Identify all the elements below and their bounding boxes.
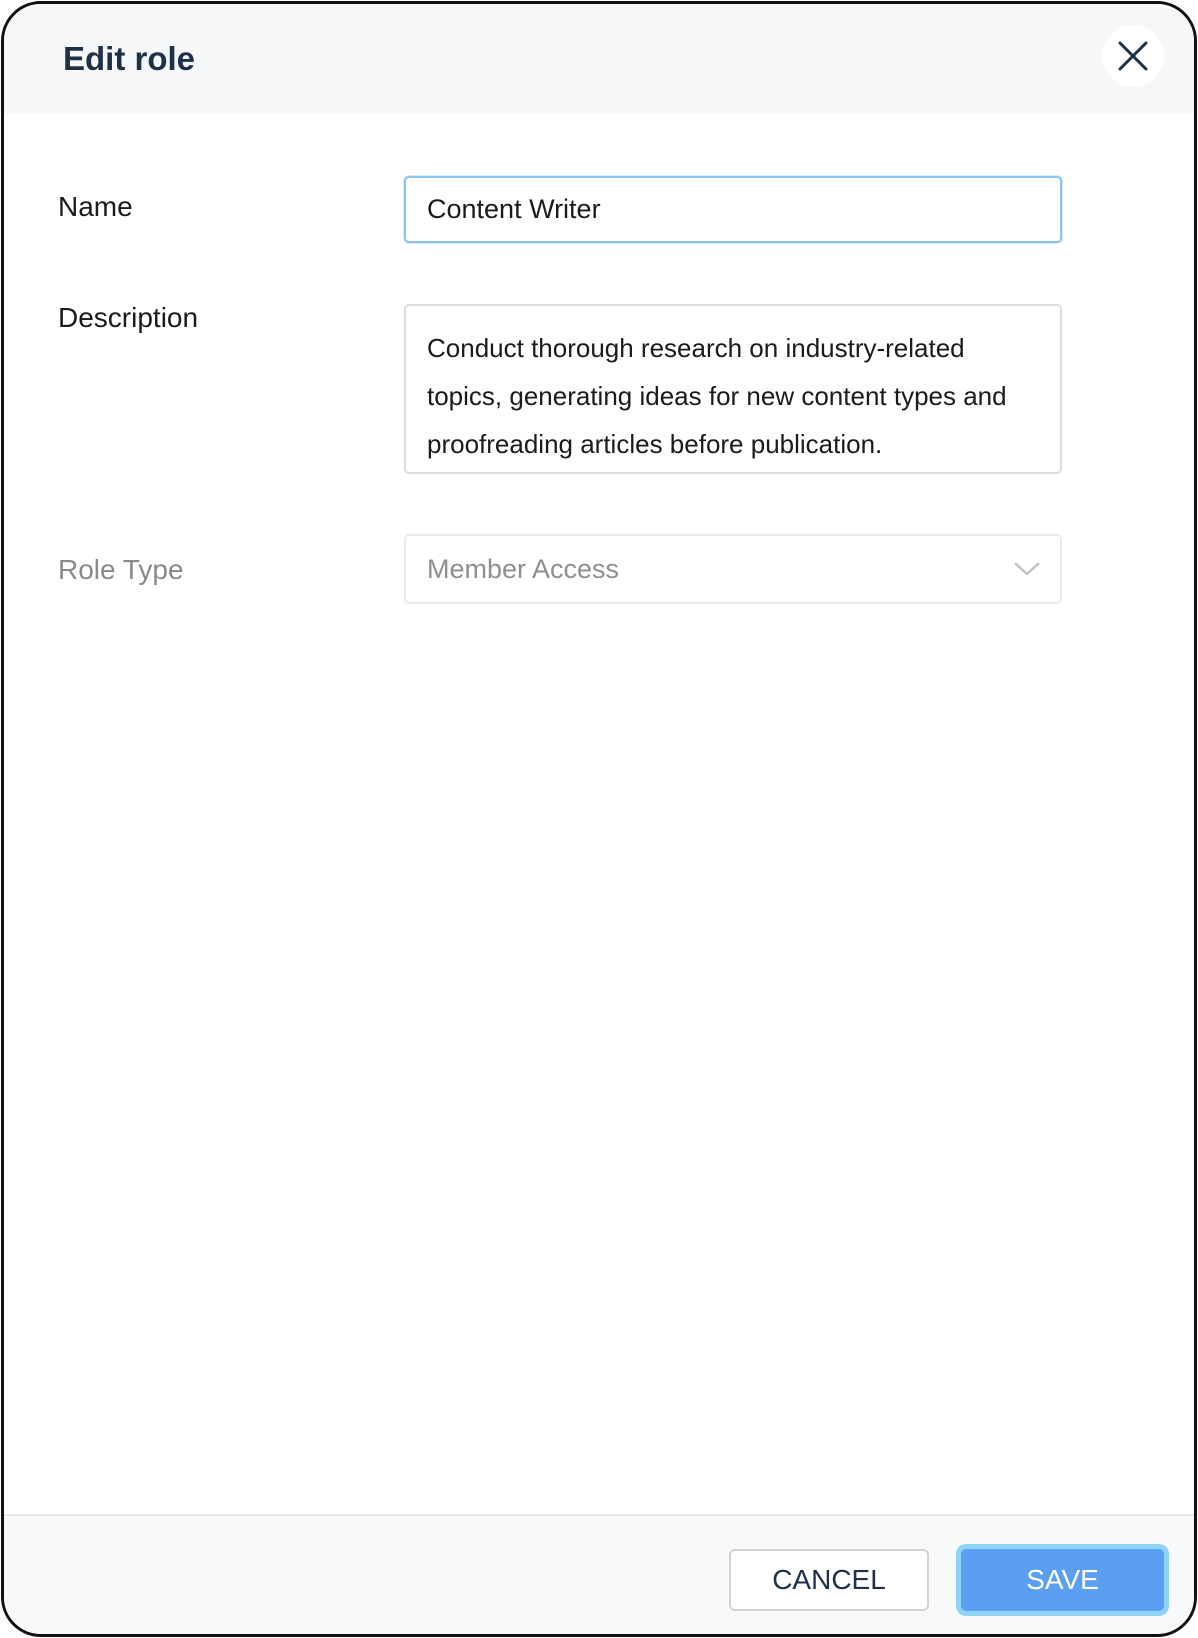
- dialog-title: Edit role: [63, 40, 196, 77]
- name-input[interactable]: [404, 176, 1062, 243]
- dialog-header: [4, 4, 1194, 114]
- save-button[interactable]: SAVE: [961, 1549, 1164, 1611]
- role-type-label: Role Type: [58, 554, 184, 585]
- close-icon: [1118, 41, 1148, 71]
- description-textarea[interactable]: Conduct thorough research on industry-related topics, generating ideas for new content types and proofreading articles before publication.: [404, 304, 1062, 474]
- close-button[interactable]: [1102, 25, 1164, 87]
- role-type-value: Member Access: [427, 554, 620, 584]
- description-label: Description: [58, 302, 199, 333]
- name-label: Name: [58, 191, 133, 222]
- dialog-footer: [4, 1514, 1194, 1637]
- edit-role-dialog: [1, 1, 1197, 1637]
- role-type-select[interactable]: [404, 534, 1062, 604]
- cancel-button[interactable]: CANCEL: [729, 1549, 929, 1611]
- chevron-down-icon: [1014, 561, 1040, 577]
